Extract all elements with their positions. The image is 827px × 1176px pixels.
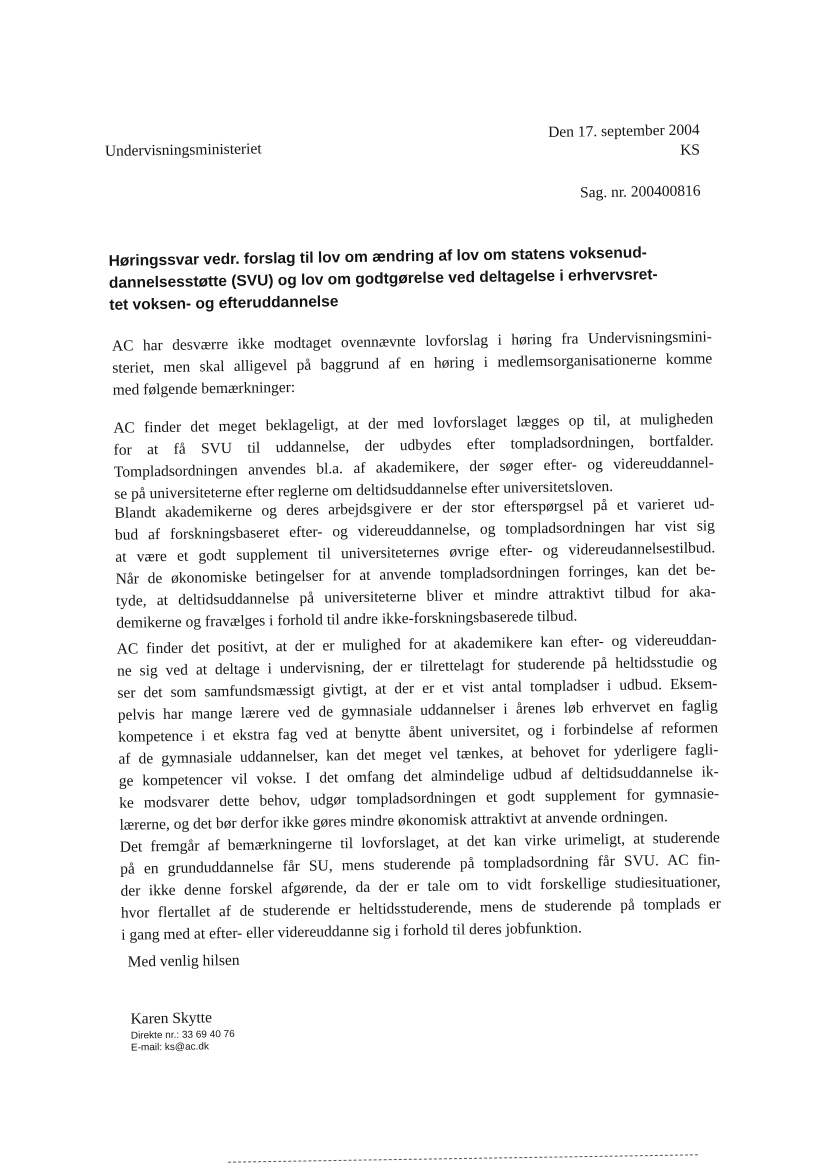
text-line: på en grunduddannelse får SU, mens studerende på tompladsordning får SVU. AC fin- [120,851,721,878]
text-line: Blandt akademikerne og deres arbejdsgivere er der stor efterspørgsel på et varieret ud- [114,495,715,522]
paragraph-intro [112,326,713,401]
text-line: ke modsvarer dette behov, udgør tompladsordningen et godt supplement for gymnasie- [119,785,720,812]
paragraph-positive [117,629,720,836]
paragraph-remarks [120,827,722,946]
title-line: tet voksen- og efteruddannelse [109,293,339,314]
text-line: AC har desværre ikke modtaget ovennævnte lovforslag i høring fra Undervisningsmini- [111,328,713,355]
text-line: i gang med at efter- eller videreuddanne sig i forhold til deres jobfunktion. [121,919,582,944]
text-line: ser det som samfundsmæssigt givtigt, at der er et vist antal tompladser i udbud. Eksem- [117,675,718,702]
text-line: demikerne og fravælges i forhold til andre ikke-forskningsbaserede tilbud. [116,607,578,632]
signer-contact [131,1029,235,1055]
text-line: for at få SVU til uddannelse, der udbydes efter tompladsordningen, bortfalder. [113,432,714,459]
text-line: bud af forskningsbaseret efter- og videreuddannelse, og tompladsordningen har vist sig [114,517,716,544]
recipient: Undervisningsministeriet [104,140,262,160]
direct-phone: Direkte nr.: 33 69 40 76 [130,1028,235,1042]
title-line: dannelsesstøtte (SVU) og lov om godtgørelse ved deltagelse i erhvervsret- [108,266,658,292]
text-line: tyde, at deltidsuddannelse på universiteterne bliver et mindre attraktivt tilbud for aka- [115,583,717,610]
paragraph-demand [114,493,716,634]
text-line: Når de økonomiske betingelser for at anvende tompladsordningen forringes, kan det be- [115,561,716,588]
letter-date: Den 17. september 2004 [548,121,700,141]
text-line: AC finder det meget beklageligt, at der med lovforslaget lægges op til, at muligheden [113,410,714,437]
title-line: Høringssvar vedr. forslag til lov om ændring af lov om statens voksenud- [108,244,648,270]
text-line: se på universiteterne efter reglerne om deltidsuddannelse efter universitetsloven. [114,477,614,503]
text-line: Tompladsordningen anvendes bl.a. af akademikere, der søger efter- og videreuddannel- [113,454,715,481]
paragraph-svu [113,408,714,505]
text-line: kompetence i et ekstra fag ved at benytte åbent universitet, og i forbindelse af reformen [117,719,719,746]
text-line: at være et godt supplement til universiteternes øvrige efter- og videreudannelsestilbud. [115,539,716,566]
text-line: hvor flertallet af de studerende er heltidsstuderende, mens de studerende på tomplads er [120,895,721,922]
case-number: Sag. nr. 200400816 [579,182,701,202]
signer-name: Karen Skytte [130,1009,213,1028]
closing-salutation: Med venlig hilsen [127,951,240,971]
text-line: Det fremgår af bemærkningerne til lovforslaget, at det kan virke urimeligt, at studerende [119,829,720,856]
text-line: af de gymnasiale uddannelser, kan det meget vel tænkes, at behovet for yderligere fagli- [118,741,719,768]
text-line: med følgende bemærkninger: [112,378,296,399]
text-line: ne sig ved at deltage i undervisning, der er tilrettelagt for studerende på heltidsstudie og [116,653,718,680]
text-line: ge kompetencer vil vokse. I det omfang det almindelige udbud af deltidsuddannelse ik- [118,763,719,790]
email-address: E-mail: ks@ac.dk [130,1041,210,1054]
text-line: lærerne, og det bør derfor ikke gøres mindre økonomisk attraktivt at anvende ordningen. [119,808,668,834]
sender-initials: KS [680,141,701,159]
letter-title [108,241,709,316]
text-line: der ikke denne forskel afgørende, da der er tale om to vidt forskellige studiesituationer, [120,873,721,900]
text-line: pelvis har mange lærere ved de gymnasiale uddannelser i årenes løb erhvervet en faglig [117,697,718,724]
text-line: steriet, men skal alligevel på baggrund af en høring i medlemsorganisationerne komme [112,350,713,377]
text-line: AC finder det positivt, at der er mulighed for at akademikere kan efter- og videreuddan- [116,631,717,658]
